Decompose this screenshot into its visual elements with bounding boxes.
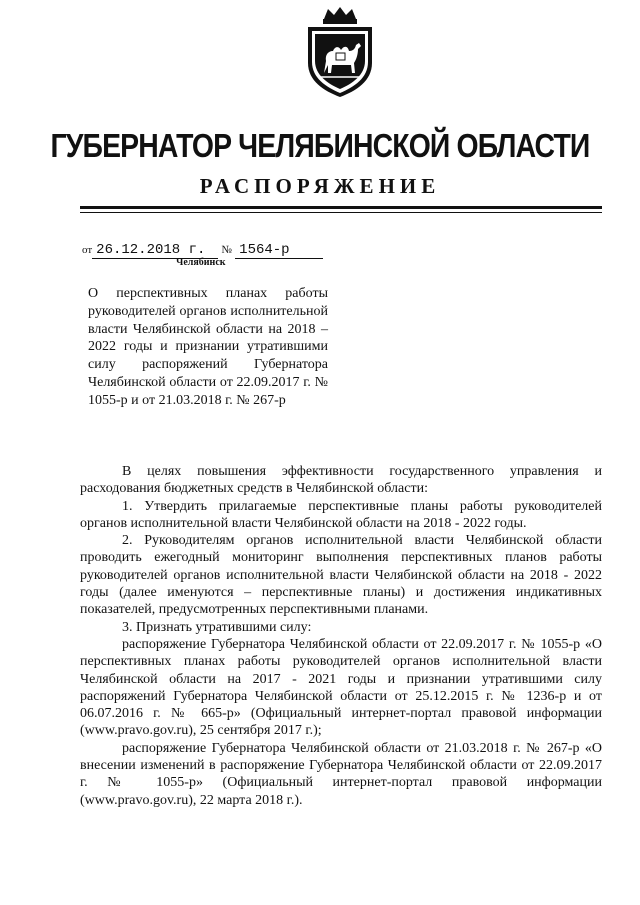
- clause-2-paragraph: 2. Руководителям органов исполнительной власти Челябинской области проводить ежегодный мониторинг выполнения перспективных планов работы руководителей органов исполнительной власти Челябинской области на 2018 - 2022 годы (далее именуются – перспективные планы) и достижения индикативных показателей, предусмотренных перспективными планами.: [80, 533, 602, 618]
- document-date: 26.12.2018 г.: [92, 243, 218, 259]
- header-divider-thick: [80, 206, 602, 209]
- repealed-order-1-paragraph: распоряжение Губернатора Челябинской области от 22.09.2017 г. № 1055-р «О перспективных планах работы руководителей органов исполнительной власти Челябинской области на 2017 - 2021 годы и признании утратившими силу распоряжений Губернатора Челябинской области от 25.12.2015 г. № 1236-р и от 06.07.2016 г. № 665-р» (Официальный интернет-портал правовой информации (www.pravo.gov.ru), 25 сентября 2017 г.);: [80, 636, 602, 739]
- city-label: Челябинск: [176, 257, 226, 268]
- header-divider-thin: [80, 212, 602, 213]
- preamble-paragraph: В целях повышения эффективности государственного управления и расходования бюджетных средств в Челябинской области:: [80, 464, 602, 497]
- coat-of-arms-icon: [298, 5, 382, 99]
- coat-of-arms-emblem: [298, 5, 382, 99]
- number-prefix: №: [221, 244, 232, 256]
- clause-1-paragraph: 1. Утвердить прилагаемые перспективные планы работы руководителей органов исполнительной власти Челябинской области на 2018 - 2022 годы.: [80, 498, 602, 531]
- authority-title: ГУБЕРНАТОР ЧЕЛЯБИНСКОЙ ОБЛАСТИ: [50, 127, 590, 164]
- document-type-heading: РАСПОРЯЖЕНИЕ: [199, 174, 441, 198]
- repealed-order-2-paragraph: распоряжение Губернатора Челябинской области от 21.03.2018 г. № 267-р «О внесении изменений в распоряжение Губернатора Челябинской области от 22.09.2017 г. № 1055-р» (Официальный интернет-портал правовой информации (www.pravo.gov.ru), 22 марта 2018 г.).: [80, 740, 602, 808]
- date-prefix: от: [82, 244, 93, 256]
- document-body: [80, 463, 602, 809]
- document-subject: О перспективных планах работы руководителей органов исполнительной власти Челябинской области на 2018 – 2022 годы и признании утратившими силу распоряжений Губернатора Челябинской области от 22.09.2017 г. № 1055-р и от 21.03.2018 г. № 267-р: [88, 286, 328, 408]
- clause-3-paragraph: 3. Признать утратившими силу:: [122, 619, 312, 635]
- document-number: 1564-р: [235, 243, 323, 259]
